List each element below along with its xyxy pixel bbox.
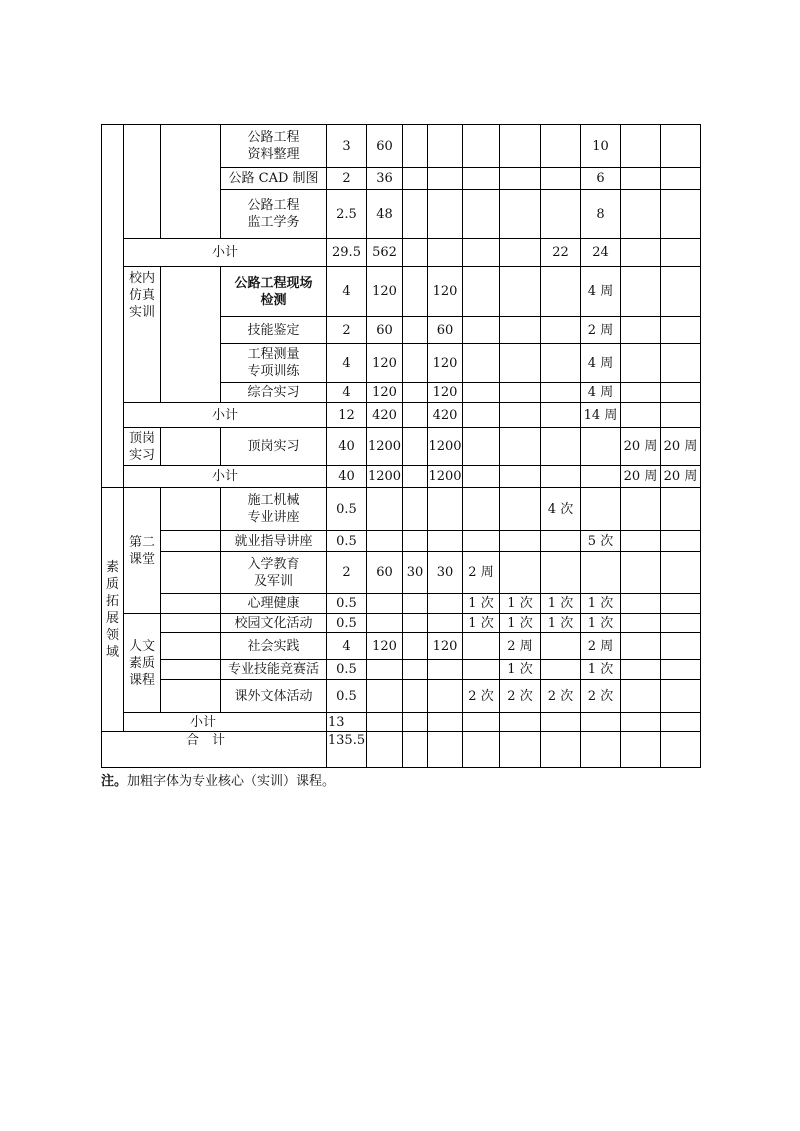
hours-cell-text: 48 (376, 206, 393, 222)
credit-cell-text: 4 (342, 355, 351, 371)
semester-cell-text: 1 次 (507, 615, 533, 631)
semester-cell-text: 1 次 (468, 615, 494, 631)
course-name-cell-text: 顶岗实习 (247, 439, 300, 454)
table-note (101, 770, 335, 789)
semester-cell-text: 2 次 (587, 688, 614, 704)
course-name-cell-text: 校园文化活动 (234, 615, 313, 631)
credit-cell-text: 4 (342, 284, 351, 299)
semester-cell-text: 2 周 (507, 638, 533, 654)
semester-cell-text: 60 (436, 322, 454, 338)
semester-cell-text: 120 (432, 284, 458, 299)
semester-cell-text: 1 次 (547, 615, 574, 631)
semester-cell-text: 6 (596, 171, 605, 186)
semester-cell-text: 1 次 (587, 615, 614, 631)
semester-cell-text: 2 周 (587, 322, 614, 338)
semester-cell-text: 24 (592, 245, 609, 260)
semester-cell-text: 30 (406, 565, 424, 580)
credit-cell-text: 0.5 (336, 501, 357, 517)
credit-cell-text: 2 (342, 565, 351, 580)
semester-cell-text: 8 (596, 206, 605, 222)
note-text: 加粗字体为专业核心（实训）课程。 (127, 774, 336, 789)
course-name-cell-text: 公路工程现场 检测 (234, 275, 313, 308)
semester-cell-text: 420 (432, 407, 458, 423)
subtotal-label-cell-text: 小计 (190, 714, 217, 730)
semester-cell-text: 1 次 (507, 596, 533, 611)
subtotal-label-cell-text: 小计 (211, 245, 238, 260)
semester-cell-text: 1200 (428, 439, 462, 454)
semester-cell-text: 10 (592, 138, 609, 154)
semester-cell-text: 5 次 (587, 533, 614, 549)
humanities-group-cell-text: 人文 素质 课程 (128, 638, 155, 688)
semester-cell-text: 20 周 (623, 439, 658, 454)
course-name-cell-text: 就业指导讲座 (234, 533, 313, 549)
semester-cell-text: 1 次 (468, 596, 494, 611)
credit-cell-text: 0.5 (336, 596, 357, 611)
hours-cell-text: 60 (376, 138, 393, 154)
subtotal-label-cell-text: 小计 (211, 407, 238, 423)
semester-cell-text: 4 周 (587, 385, 614, 400)
hours-cell-text: 120 (372, 385, 397, 400)
hours-cell-text: 120 (372, 638, 397, 654)
credit-cell-text: 29.5 (332, 245, 361, 260)
semester-cell-text: 1 次 (587, 596, 614, 611)
course-name-cell-text: 技能鉴定 (247, 322, 300, 338)
course-name-cell-text: 工程测量 专项训练 (247, 347, 300, 379)
semester-cell-text: 2 次 (507, 688, 533, 704)
credit-cell-text: 0.5 (336, 533, 357, 549)
credit-cell-text: 135.5 (327, 733, 366, 748)
semester-cell-text: 120 (432, 355, 458, 371)
semester-cell-text: 20 周 (663, 439, 698, 454)
semester-cell-text: 30 (436, 565, 454, 580)
hours-cell-text: 1200 (367, 439, 402, 454)
second-class-group-cell-text: 第二 课堂 (128, 534, 155, 567)
subtotal-label-cell-text: 小计 (211, 469, 238, 484)
internship-group-cell-text: 顶岗 实习 (128, 430, 155, 463)
semester-cell-text: 1200 (428, 469, 462, 484)
total-label-cell-text: 合 计 (186, 733, 226, 748)
semester-cell-text: 120 (432, 385, 458, 400)
credit-cell-text: 4 (342, 385, 351, 400)
hours-cell-text: 562 (372, 245, 397, 260)
course-name-cell-text: 综合实习 (247, 385, 300, 400)
note-lead: 注。 (101, 774, 128, 789)
credit-cell-text: 0.5 (336, 688, 357, 704)
semester-cell-text: 1 次 (547, 596, 574, 611)
credit-cell-text: 0.5 (336, 662, 357, 677)
semester-cell-text: 4 周 (587, 284, 614, 299)
table-frame (101, 124, 701, 768)
course-name-cell-text: 施工机械 专业讲座 (247, 493, 300, 525)
semester-cell-text: 120 (432, 638, 458, 654)
quality-domain-cell-text: 素 质 拓 展 领 域 (105, 559, 119, 660)
semester-cell-text: 2 次 (547, 688, 574, 704)
semester-cell-text: 4 次 (547, 501, 574, 517)
semester-cell-text: 20 周 (623, 469, 658, 484)
semester-cell-text: 4 周 (587, 355, 614, 371)
hours-cell-text: 1200 (367, 469, 402, 484)
hours-cell-text: 60 (376, 565, 393, 580)
semester-cell-text: 1 次 (587, 662, 614, 677)
credit-cell-text: 3 (342, 138, 351, 154)
hours-cell-text: 120 (372, 355, 397, 371)
semester-cell-text: 20 周 (663, 469, 698, 484)
course-name-cell-text: 入学教育 及军训 (247, 556, 300, 589)
hours-cell-text: 36 (376, 171, 393, 186)
semester-cell-text: 14 周 (583, 407, 618, 423)
course-name-cell-text: 公路 CAD 制图 (228, 171, 319, 186)
course-name-cell-text: 专业技能竞赛活 (227, 662, 319, 677)
credit-cell-text: 0.5 (336, 615, 357, 631)
semester-cell-text: 2 周 (468, 565, 494, 580)
credit-cell-text: 13 (328, 715, 345, 730)
credit-cell-text: 2 (342, 171, 351, 186)
hours-cell-text: 420 (372, 407, 397, 423)
semester-cell-text: 2 周 (587, 638, 614, 654)
semester-cell-text: 2 次 (468, 688, 494, 704)
credit-cell-text: 12 (338, 407, 355, 423)
credit-cell-text: 4 (342, 638, 351, 654)
course-name-cell-text: 公路工程 监工学务 (247, 198, 300, 230)
hours-cell-text: 60 (376, 322, 393, 338)
credit-cell-text: 40 (338, 439, 355, 454)
semester-cell-text: 1 次 (507, 662, 533, 677)
course-name-cell-text: 课外文体活动 (234, 688, 313, 704)
course-name-cell-text: 公路工程 资料整理 (247, 130, 300, 162)
semester-cell-text: 22 (552, 245, 569, 260)
hours-cell-text: 120 (372, 284, 397, 299)
course-name-cell-text: 心理健康 (247, 596, 300, 611)
credit-cell-text: 40 (338, 469, 355, 484)
course-name-cell-text: 社会实践 (247, 638, 300, 654)
credit-cell-text: 2 (342, 322, 351, 338)
campus-sim-group-cell-text: 校内 仿真 实训 (128, 271, 155, 320)
credit-cell-text: 2.5 (336, 206, 357, 222)
